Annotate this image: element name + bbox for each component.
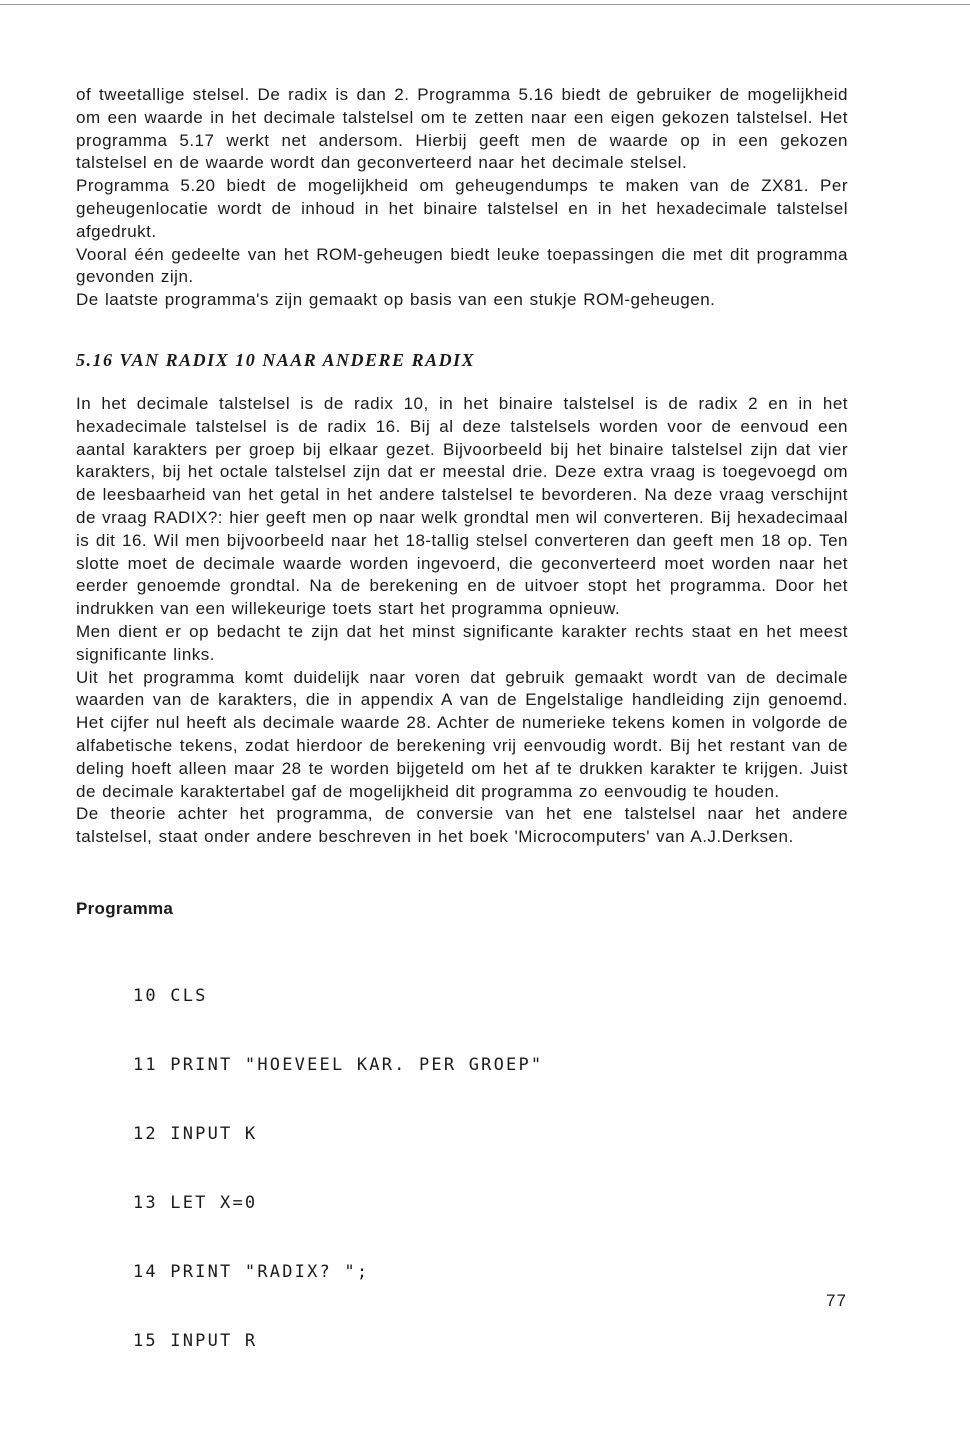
intro-paragraph-3: Vooral één gedeelte van het ROM-geheugen biedt leuke toepassingen die met dit programma gevonden zijn. bbox=[76, 244, 848, 287]
program-listing bbox=[133, 939, 848, 1399]
section-text bbox=[76, 393, 848, 849]
intro-paragraph-1: of tweetallige stelsel. De radix is dan 2. Programma 5.16 biedt de gebruiker de mogelijkheid om een waarde in het decimale talstelsel om te zetten naar een eigen gekozen talstelsel. Het programma 5.17 werkt net andersom. Hierbij geeft men de waarde op in een gekozen talstelsel en de waarde wordt dan geconverteerd naar het decimale stelsel. bbox=[76, 85, 848, 173]
program-line: 12 INPUT K bbox=[133, 1123, 258, 1144]
section-title: 5.16 VAN RADIX 10 NAAR ANDERE RADIX bbox=[76, 349, 476, 370]
intro-paragraph-2: Programma 5.20 biedt de mogelijkheid om geheugendumps te maken van de ZX81. Per geheugenlocatie wordt de inhoud in het binaire talstelsel en in het hexadecimale talstelsel afgedrukt. bbox=[76, 176, 848, 241]
program-line: 13 LET X=0 bbox=[133, 1192, 258, 1213]
section-paragraph-1: In het decimale talstelsel is de radix 10, in het binaire talstelsel is de radix 2 en in het hexadecimale talstelsel is de radix 16. Bij al deze talstelsels worden voor de eenvoud een aantal karakters per groep bij elkaar gezet. Bijvoorbeeld bij het binaire talstelsel zijn dat vier karakters, bij het octale talstelsel zijn dat er meestal drie. Deze extra vraag is toegevoegd om de leesbaarheid van het getal in het andere talstelsel te bevorderen. Na deze vraag verschijnt de vraag RADIX?: hier geeft men op naar welk grondtal men wil converteren. Bij hexadecimaal is dit 16. Wil men bijvoorbeeld naar het 18-tallig stelsel converteren dan geeft men 18 op. Ten slotte moet de decimale waarde worden ingevoerd, die geconverteerd moet worden naar het eerder genoemde grondtal. Na de berekening en de uitvoer stopt het programma. Door het indrukken van een willekeurige toets start het programma opnieuw. bbox=[76, 393, 848, 619]
intro-paragraph-4: De laatste programma's zijn gemaakt op basis van een stukje ROM-geheugen. bbox=[76, 290, 716, 310]
section-paragraph-3: Uit het programma komt duidelijk naar voren dat gebruik gemaakt wordt van de decimale waarden van de karakters, die in appendix A van de Engelstalige handleiding zijn genoemd. Het cijfer nul heeft als decimale waarde 28. Achter de numerieke tekens komen in volgorde de alfabetische tekens, zodat hierdoor de berekening vrij eenvoudig wordt. Bij het restant van de deling hoeft alleen maar 28 te worden bijgeteld om het af te drukken karakter te krijgen. Juist de decimale karaktertabel gaf de mogelijkheid dit programma zo eenvoudig te houden. bbox=[76, 667, 848, 801]
program-line: 14 PRINT "RADIX? "; bbox=[133, 1261, 370, 1282]
program-line: 15 INPUT R bbox=[133, 1330, 258, 1351]
intro-text bbox=[76, 84, 848, 312]
top-rule bbox=[0, 4, 970, 5]
page-number: 77 bbox=[826, 1291, 847, 1310]
program-heading: Programma bbox=[76, 898, 174, 918]
program-line: 11 PRINT "HOEVEEL KAR. PER GROEP" bbox=[133, 1054, 544, 1075]
page-body bbox=[76, 84, 848, 1399]
section-paragraph-2: Men dient er op bedacht te zijn dat het minst significante karakter rechts staat en het meest significante links. bbox=[76, 621, 848, 664]
program-line: 10 CLS bbox=[133, 985, 208, 1006]
section-paragraph-4: De theorie achter het programma, de conversie van het ene talstelsel naar het andere talstelsel, staat onder andere beschreven in het boek 'Microcomputers' van A.J.Derksen. bbox=[76, 804, 848, 847]
